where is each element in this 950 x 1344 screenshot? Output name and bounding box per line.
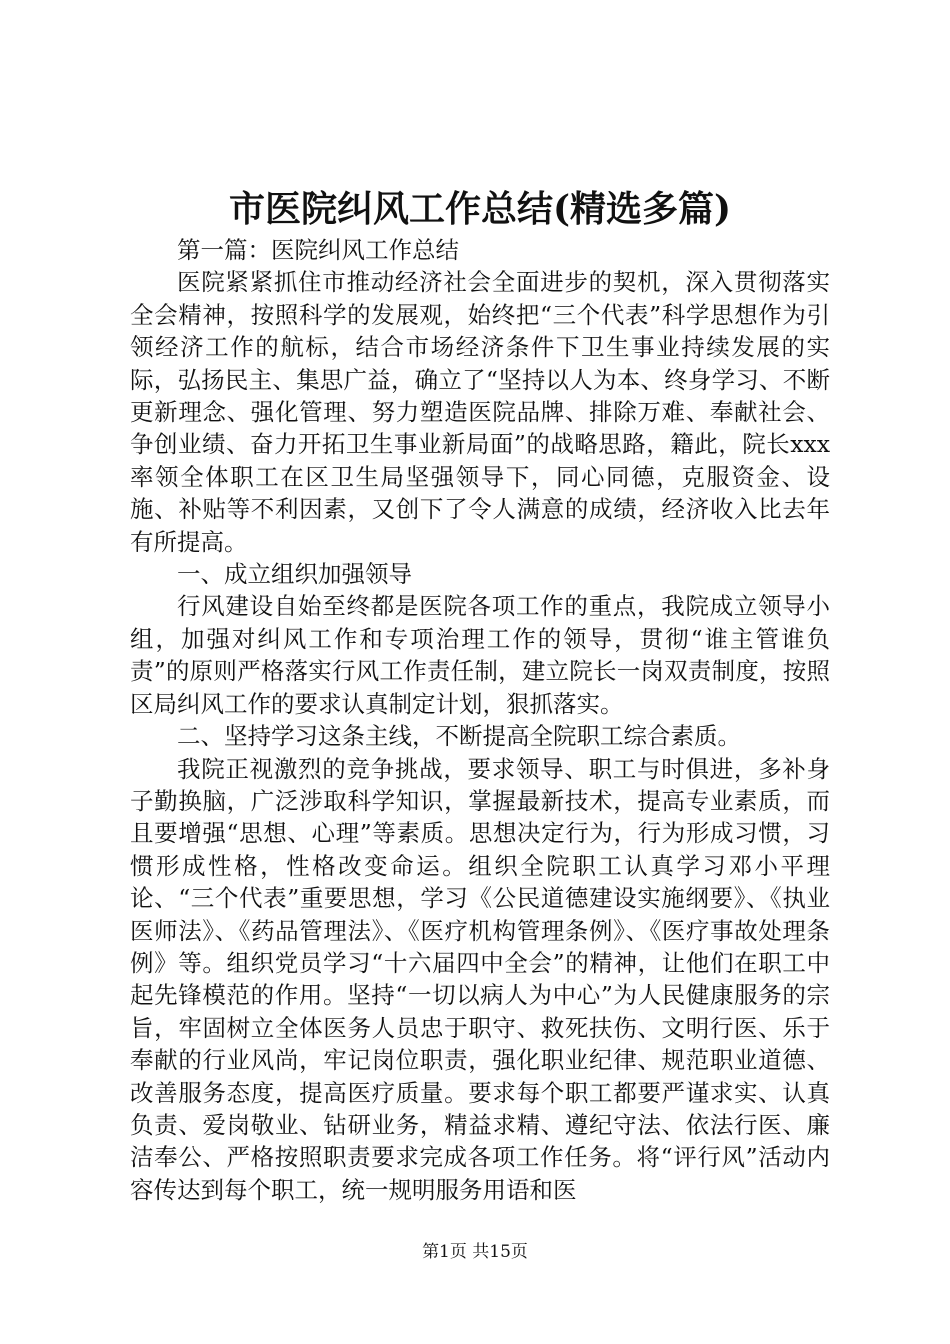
- page-number: 第1页: [422, 1242, 467, 1262]
- document-page: [130, 184, 830, 1206]
- page-total: 共15页: [472, 1242, 528, 1262]
- page-footer: [0, 1240, 950, 1264]
- body-paragraph-intro: 医院紧紧抓住市推动经济社会全面进步的契机，深入贯彻落实全会精神，按照科学的发展观，始终把“三个代表”科学思想作为引领经济工作的航标，结合市场经济条件下卫生事业持续发展的实际，弘扬民主、集思广益，确立了“坚持以人为本、终身学习、不断更新理念、强化管理、努力塑造医院品牌、排除万难、奉献社会、争创业绩、奋力开拓卫生事业新局面”的战略思路，籍此，院长xxx率领全体职工在区卫生局坚强领导下，同心同德，克服资金、设施、补贴等不利因素，又创下了令人满意的成绩，经济收入比去年有所提高。: [130, 268, 830, 556]
- section-heading-part1: 第一篇：医院纠风工作总结: [177, 236, 459, 264]
- section-heading-organization: 一、成立组织加强领导: [177, 560, 412, 589]
- section-heading-study: 二、坚持学习这条主线，不断提高全院职工综合素质。: [177, 722, 741, 751]
- body-paragraph-study: 我院正视激烈的竞争挑战，要求领导、职工与时俱进，多补身子勤换脑，广泛涉取科学知识，掌握最新技术，提高专业素质，而且要增强“思想、心理”等素质。思想决定行为，行为形成习惯，习惯形成性格，性格改变命运。组织全院职工认真学习邓小平理论、“三个代表”重要思想，学习《公民道德建设实施纲要》、《执业医师法》、《药品管理法》、《医疗机构管理条例》、《医疗事故处理条例》等。组织党员学习“十六届四中全会”的精神，让他们在职工中起先锋模范的作用。坚持“一切以病人为中心”为人民健康服务的宗旨，牢固树立全体医务人员忠于职守、救死扶伤、文明行医、乐于奉献的行业风尚，牢记岗位职责，强化职业纪律、规范职业道德、改善服务态度，提高医疗质量。要求每个职工都要严谨求实、认真负责、爱岗敬业、钻研业务，精益求精、遵纪守法、依法行医、廉洁奉公、严格按照职责要求完成各项工作任务。将“评行风”活动内容传达到每个职工，统一规明服务用语和医: [130, 754, 830, 1204]
- body-paragraph-organization: 行风建设自始至终都是医院各项工作的重点，我院成立领导小组，加强对纠风工作和专项治理工作的领导，贯彻“谁主管谁负责”的原则严格落实行风工作责任制，建立院长一岗双责制度，按照区局纠风工作的要求认真制定计划，狠抓落实。: [130, 592, 830, 718]
- document-title: 市医院纠风工作总结(精选多篇): [228, 188, 732, 230]
